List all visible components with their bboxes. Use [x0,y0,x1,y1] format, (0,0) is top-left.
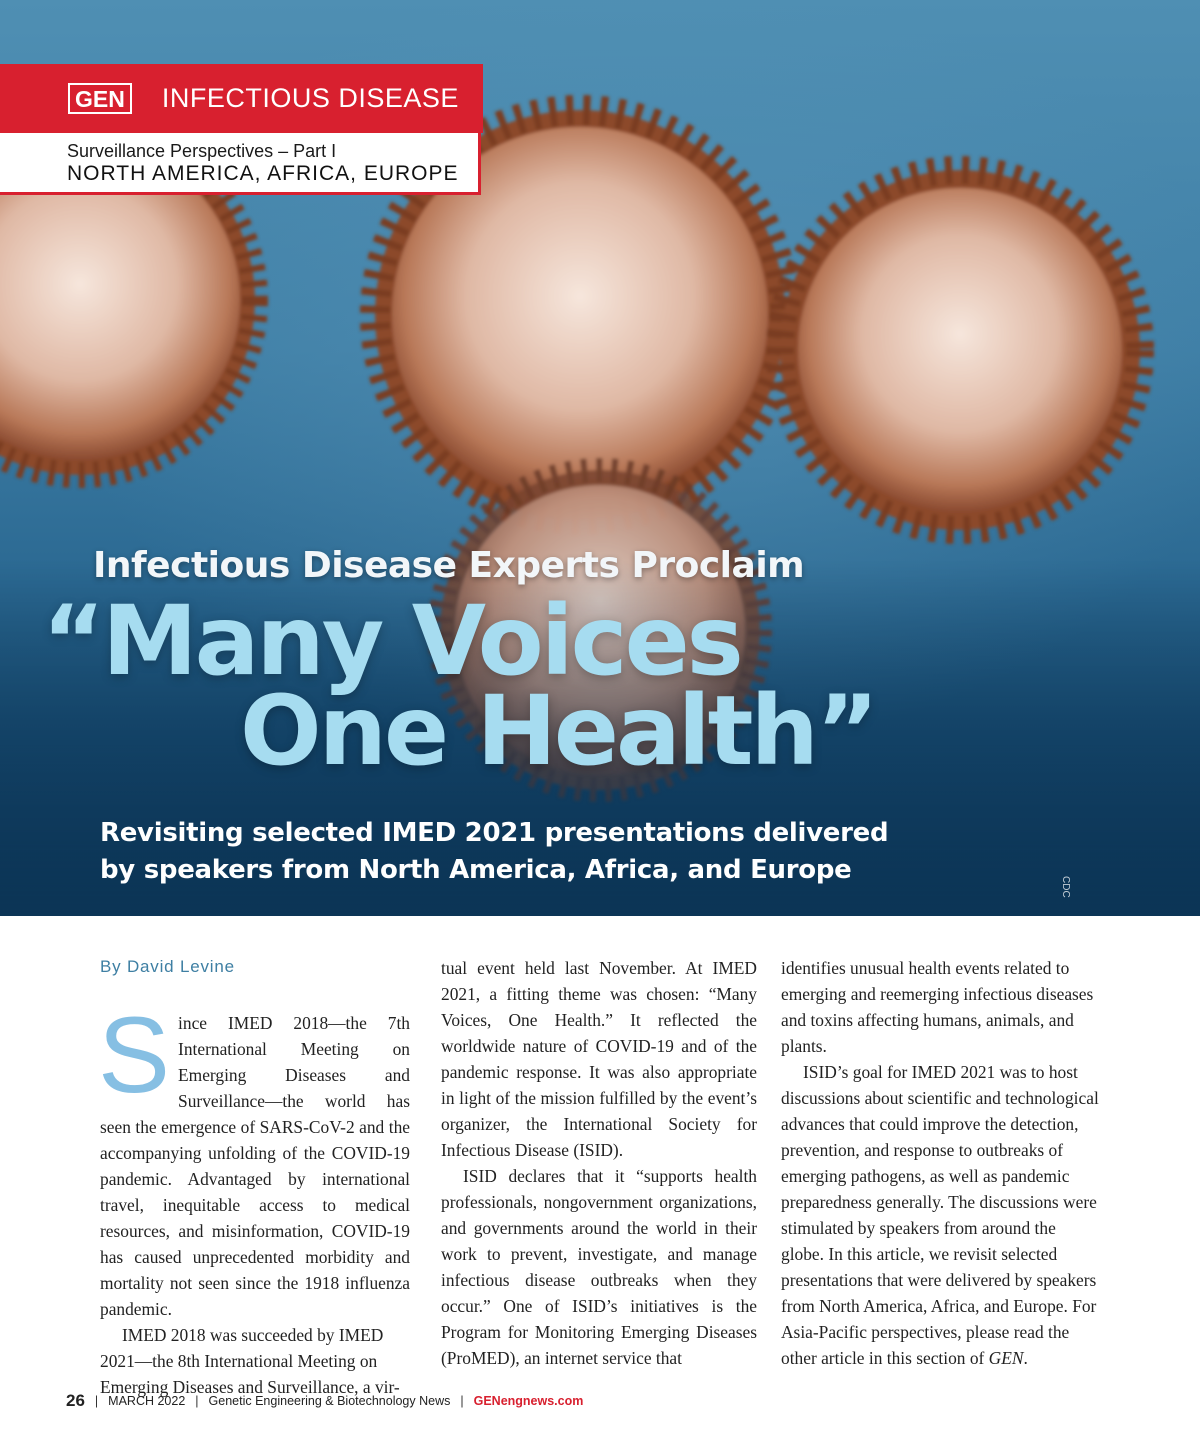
paragraph: IMED 2018 was succeeded by IMED 2021—the 8th International Meeting on Emerging Diseases and Surveillance, a vir- [100,1325,400,1397]
page-footer [66,1391,583,1411]
footer-separator: | [460,1394,464,1408]
website-link[interactable]: GENengnews.com [473,1394,584,1408]
series-banner [0,133,481,195]
article-column-1 [98,994,410,1400]
paragraph-end: . [1023,1348,1028,1368]
drop-cap: S [98,994,171,1115]
footer-separator: | [94,1394,99,1408]
paragraph [781,1059,1099,1371]
headline-line-1: “Many Voices [42,585,741,697]
paragraph: identifies unusual health events related to emerging and reemerging infectious diseases and toxins affecting humans, animals, and plants. [781,958,1094,1056]
dek: Revisiting selected IMED 2021 presentations delivered by speakers from North America, Africa, and Europe [100,818,889,885]
paragraph-text: ince IMED 2018—the 7th International Meeting on Emerging Diseases and Surveillance—the world has seen the emergence of SARS-CoV-2 and the accompanying unfolding of the COVID-19 pandemic. Advantaged by international travel, inequitable access to medical resources, and misinformation, COVID-19 has caused unprecedented morbidity and mortality not seen since the 1918 influenza pandemic. [100,1013,410,1319]
section-banner [0,64,483,133]
paragraph [98,994,410,1322]
article-column-2 [441,955,757,1371]
photo-credit: CDC [1060,876,1071,898]
headline [42,585,876,787]
pre-title: Infectious Disease Experts Proclaim [93,545,805,586]
series-kicker: Surveillance Perspectives – Part I [67,141,337,161]
paragraph-text: ISID’s goal for IMED 2021 was to host discussions about scientific and technological advances that could improve the detection, prevention, and response to outbreaks of emerging pathogens, as well as pandemic preparedness generally. The discussions were stimulated by speakers from around the globe. In this article, we revisit selected presentations that were delivered by speakers from North America, Africa, and Europe. For Asia-Pacific perspectives, please read the other article in this section of [781,1062,1099,1368]
publication-name: Genetic Engineering & Biotechnology News [208,1394,451,1408]
headline-line-2: One Health” [240,675,876,787]
paragraph: ISID declares that it “supports health professionals, nongovernment organizations, and governments around the world in their work to prevent, investigate, and manage infectious disease outbreaks when they occur.” One of ISID’s initiatives is the Program for Monitoring Emerging Diseases (ProMED), an internet service that [441,1166,757,1368]
page-number: 26 [66,1391,85,1410]
gen-logo: GEN [68,83,132,114]
footer-separator: | [195,1394,199,1408]
issue-date: MARCH 2022 [108,1394,186,1408]
byline: By David Levine [100,957,235,976]
section-label: INFECTIOUS DISEASE [161,83,459,113]
article-column-3 [781,955,1099,1371]
series-regions: NORTH AMERICA, AFRICA, EUROPE [67,162,459,185]
publication-name-italic: GEN [988,1348,1024,1368]
paragraph: tual event held last November. At IMED 2021, a fitting theme was chosen: “Many Voices, One Health.” It reflected the worldwide nature of COVID-19 and of the pandemic response. It was also appropriate in light of the mission fulfilled by the event’s organizer, the International Society for Infectious Disease (ISID). [441,958,757,1160]
